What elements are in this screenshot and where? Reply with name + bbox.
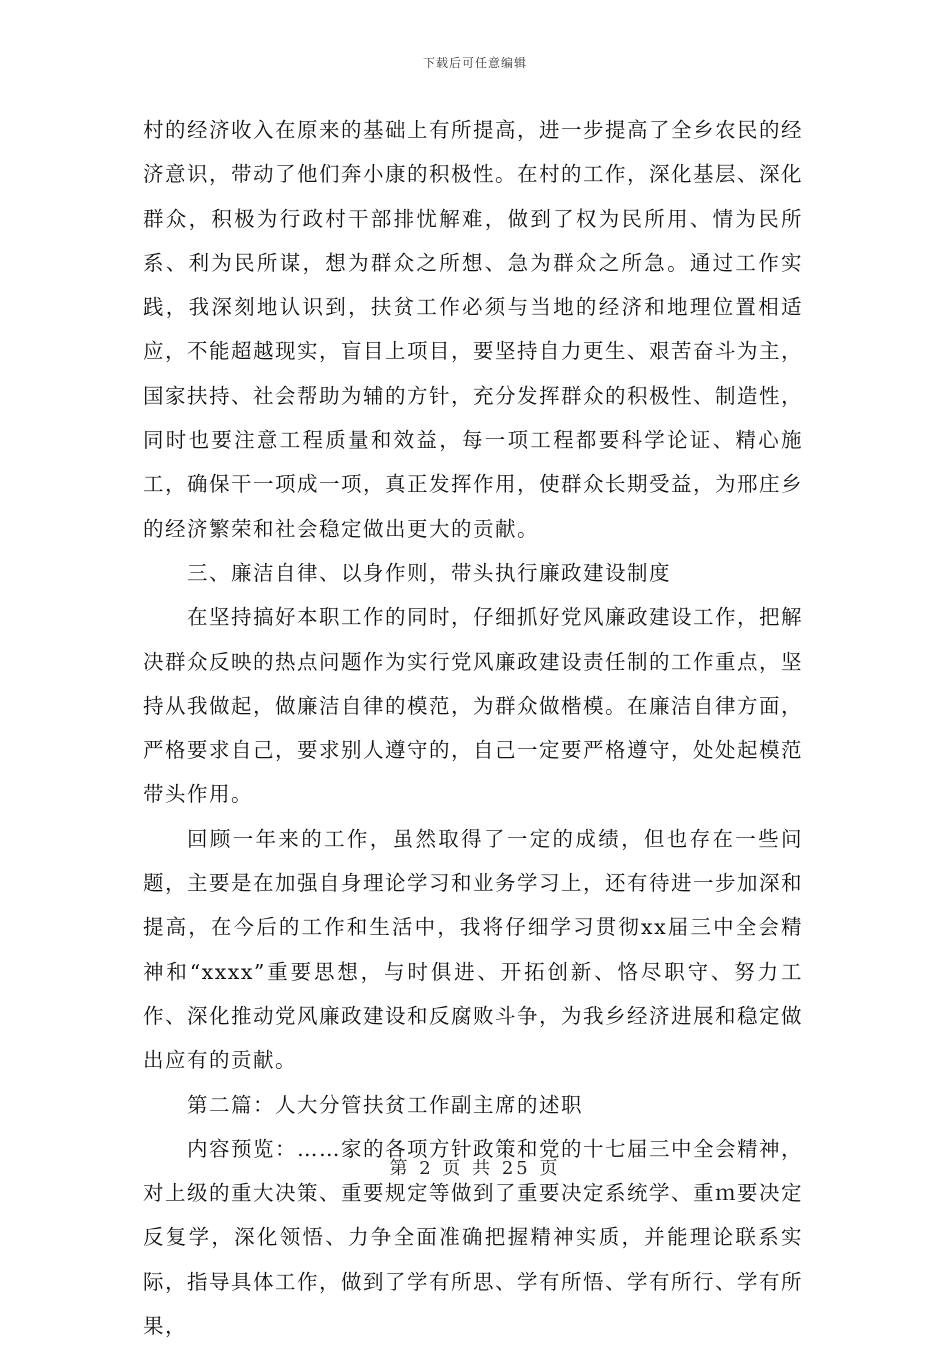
paragraph-preview: 内容预览：……家的各项方针政策和党的十七届三中全会精神，对上级的重大决策、重要规定等做到了重要决定系统学、重ｍ要决定反复学，深化领悟、力争全面准确把握精神实质，并能理论联系实际，指导具体工作，做到了学有所思、学有所悟、学有所行、学有所果， — [143, 1136, 803, 1339]
paragraph-integrity: 在坚持搞好本职工作的同时，仔细抓好党风廉政建设工作，把解决群众反映的热点问题作为实行党风廉政建设责任制的工作重点，坚持从我做起，做廉洁自律的模范，为群众做楷模。在廉洁自律方面，严格要求自己，要求别人遵守的，自己一定要严格遵守，处处起模范带头作用。 — [143, 605, 803, 807]
paragraph-continuation: 村的经济收入在原来的基础上有所提高，进一步提高了全乡农民的经济意识，带动了他们奔小康的积极性。在村的工作，深化基层、深化群众，积极为行政村干部排忧解难，做到了权为民所用、情为民所系、利为民所谋，想为群众之所想、急为群众之所急。通过工作实践，我深刻地认识到，扶贫工作必须与当地的经济和地理位置相适应，不能超越现实，盲目上项目，要坚持自力更生、艰苦奋斗为主，国家扶持、社会帮助为辅的方针，充分发挥群众的积极性、制造性，同时也要注意工程质量和效益，每一项工程都要科学论证、精心施工，确保干一项成一项，真正发挥作用，使群众长期受益，为邢庄乡的经济繁荣和社会稳定做出更大的贡献。 — [143, 118, 803, 541]
page-number-footer: 第 2 页 共 25 页 — [389, 1158, 561, 1179]
section-heading-integrity: 三、廉洁自律、以身作则，带头执行廉政建设制度 — [187, 560, 671, 585]
chapter-heading-second: 第二篇：人大分管扶贫工作副主席的述职 — [187, 1092, 583, 1117]
paragraph-review: 回顾一年来的工作，虽然取得了一定的成绩，但也存在一些问题，主要是在加强自身理论学习和业务学习上，还有待进一步加深和提高，在今后的工作和生活中，我将仔细学习贯彻xx届三中全会精神和“xxxx”重要思想，与时俱进、开拓创新、恪尽职守、努力工作、深化推动党风廉政建设和反腐败斗争，为我乡经济进展和稳定做出应有的贡献。 — [143, 826, 803, 1073]
page-header: 下载后可任意编辑 — [422, 56, 527, 70]
